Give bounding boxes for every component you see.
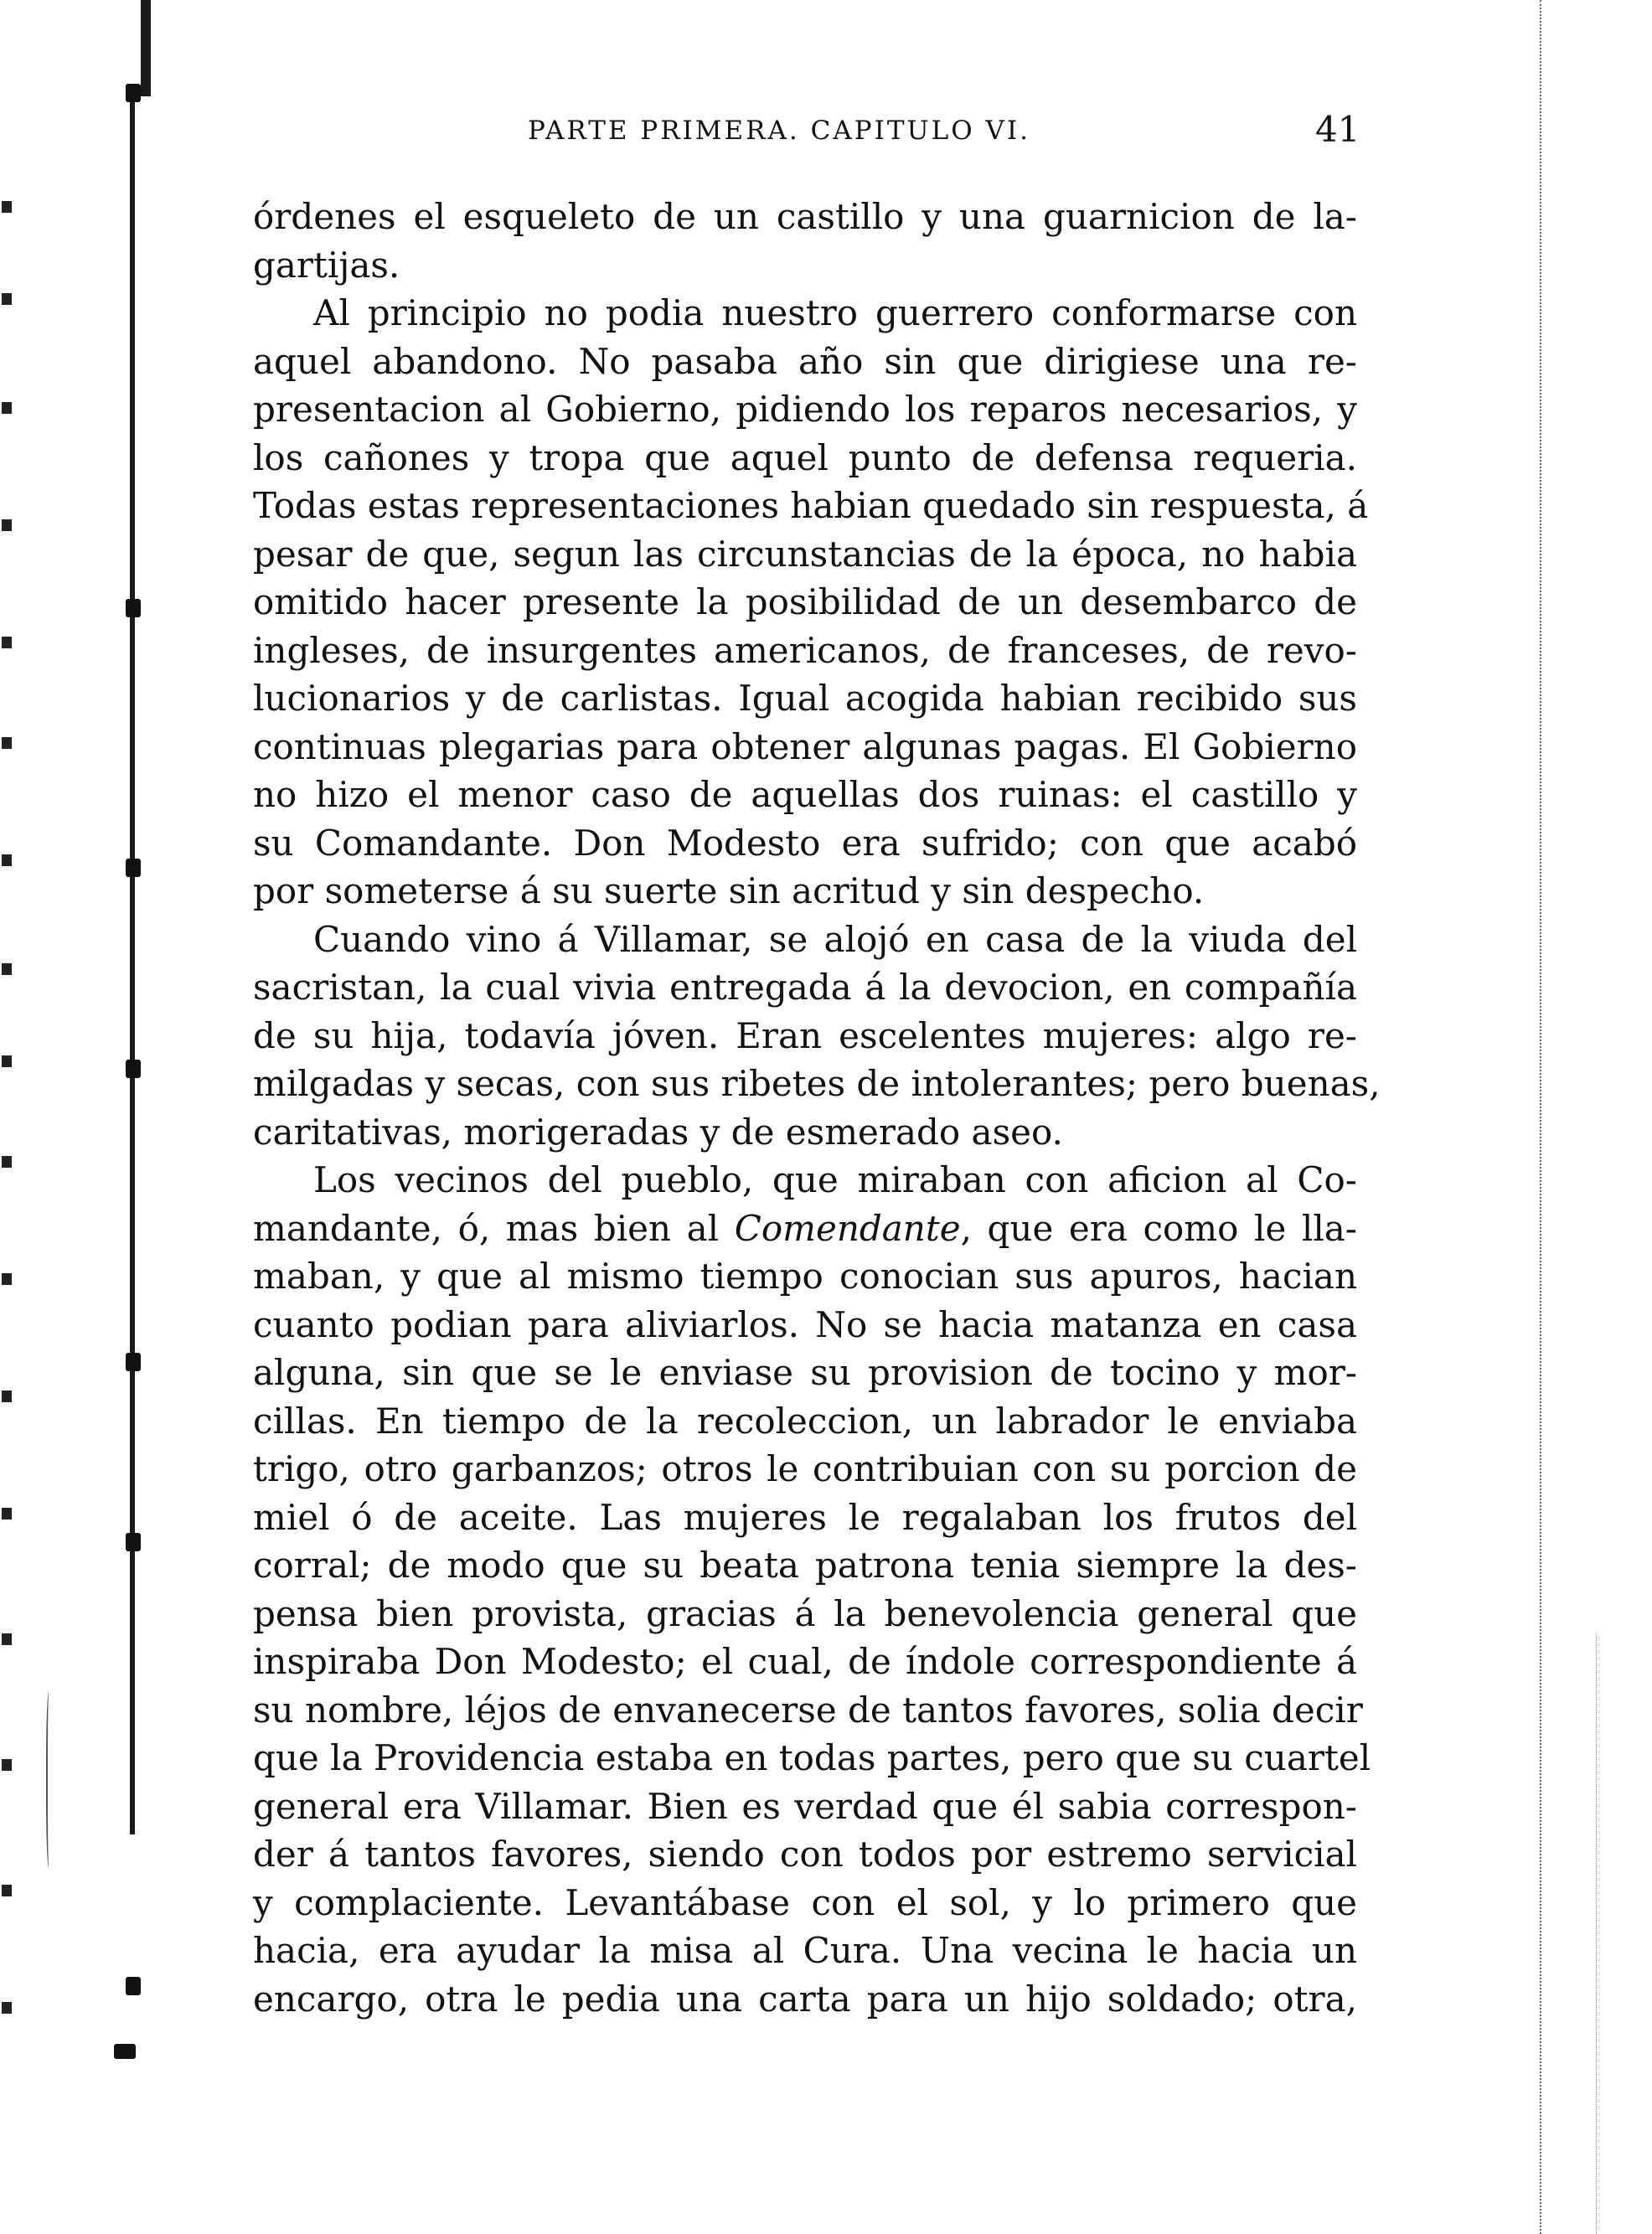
gutter-mark	[126, 859, 141, 877]
text-line: ingleses, de insurgentes americanos, de franceses, de revo-	[253, 629, 1357, 671]
gutter-edge-mark	[2, 1508, 12, 1519]
text-line: los cañones y tropa que aquel punto de defensa requeria.	[253, 436, 1357, 478]
text-line: miel ó de aceite. Las mujeres le regalaban los frutos del	[253, 1496, 1357, 1538]
text-line: cillas. En tiempo de la recoleccion, un labrador le enviaba	[253, 1400, 1357, 1442]
gutter-edge-mark	[2, 1156, 12, 1168]
gutter-mark	[126, 1353, 141, 1371]
gutter-mark	[126, 1060, 141, 1078]
gutter-edge-mark	[2, 402, 12, 414]
text-line: inspiraba Don Modesto; el cual, de índole correspondiente á	[253, 1641, 1357, 1682]
gutter-edge-mark	[2, 854, 12, 866]
gutter-binding-line	[130, 92, 135, 1834]
text-line: trigo, otro garbanzos; otros le contribuian con su porcion de	[253, 1448, 1357, 1489]
text-line: general era Villamar. Bien es verdad que él sabia correspon-	[253, 1785, 1357, 1827]
text-line: presentacion al Gobierno, pidiendo los reparos necesarios, y	[253, 389, 1357, 430]
gutter-edge-mark	[2, 963, 12, 975]
italic-term: Comendante	[734, 1207, 961, 1249]
text-line	[253, 1205, 1357, 1253]
gutter-mark	[126, 599, 141, 617]
text-line: de su hija, todavía jóven. Eran escelentes mujeres: algo re-	[253, 1014, 1357, 1056]
text-line: pesar de que, segun las circunstancias de la época, no habia	[253, 533, 1357, 575]
text-line: aquel abandono. No pasaba año sin que dirigiese una re-	[253, 340, 1357, 382]
body-text	[253, 193, 1381, 2023]
text-line: continuas plegarias para obtener algunas pagas. El Gobierno	[253, 725, 1357, 767]
text-line: milgadas y secas, con sus ribetes de intolerantes; pero buenas,	[253, 1063, 1381, 1104]
text-line: gartijas.	[253, 244, 400, 286]
text-line: hacia, era ayudar la misa al Cura. Una vecina le hacia un	[253, 1930, 1357, 1971]
text-line: corral; de modo que su beata patrona tenia siempre la des-	[253, 1545, 1357, 1586]
text-line: cuanto podian para aliviarlos. No se hacia matanza en casa	[253, 1303, 1357, 1345]
gutter-edge-mark	[2, 1273, 12, 1285]
gutter-mark	[126, 1533, 141, 1551]
text-line: lucionarios y de carlistas. Igual acogida habian recibido sus	[253, 678, 1357, 719]
text-line: caritativas, morigeradas y de esmerado aseo.	[253, 1111, 1063, 1153]
gutter-edge-mark	[2, 1885, 12, 1896]
running-head: PARTE PRIMERA. CAPITULO VI.	[528, 116, 1030, 146]
gutter-mark	[126, 1977, 141, 1995]
gutter-edge-mark	[2, 1390, 12, 1402]
text-line: encargo, otra le pedia una carta para un hijo soldado; otra,	[253, 1978, 1357, 2020]
text-line: sacristan, la cual vivia entregada á la devocion, en compañía	[253, 967, 1357, 1008]
text-line: Cuando vino á Villamar, se alojó en casa de la viuda del	[313, 918, 1357, 960]
gutter-edge-mark	[2, 201, 12, 213]
text-segment: mandante, ó, mas bien al	[253, 1207, 720, 1249]
text-line: y complaciente. Levantábase con el sol, y lo primero que	[253, 1881, 1357, 1923]
text-line: Los vecinos del pueblo, que miraban con aficion al Co-	[313, 1159, 1357, 1200]
left-gutter-scan-artifact	[0, 0, 147, 2234]
text-line: Todas estas representaciones habian quedado sin respuesta, á	[253, 485, 1369, 526]
gutter-mark	[114, 2044, 136, 2059]
gutter-edge-mark	[2, 519, 12, 531]
gutter-edge-mark	[2, 737, 12, 749]
right-page-edge	[1540, 0, 1545, 2234]
page-number: 41	[1315, 109, 1360, 150]
text-line: su Comandante. Don Modesto era sufrido; con que acabó	[253, 822, 1357, 864]
gutter-edge-mark	[2, 1055, 12, 1067]
text-line: su nombre, léjos de envanecerse de tantos favores, solia decir	[253, 1689, 1363, 1731]
text-line: der á tantos favores, siendo con todos por estremo servicial	[253, 1834, 1357, 1875]
text-line: órdenes el esqueleto de un castillo y una guarnicion de la-	[253, 196, 1357, 237]
gutter-top-mark	[141, 0, 151, 96]
text-line: no hizo el menor caso de aquellas dos ruinas: el castillo y	[253, 774, 1357, 815]
text-line: pensa bien provista, gracias á la benevolencia general que	[253, 1592, 1357, 1634]
text-line: omitido hacer presente la posibilidad de un desembarco de	[253, 581, 1357, 622]
right-page-edge-inner	[1596, 1633, 1599, 2234]
text-line: maban, y que al mismo tiempo conocian sus apuros, hacian	[253, 1256, 1357, 1297]
gutter-curve-line	[46, 1692, 53, 1868]
text-line: Al principio no podia nuestro guerrero conformarse con	[313, 292, 1357, 333]
gutter-edge-mark	[2, 637, 12, 648]
text-line: por someterse á su suerte sin acritud y sin despecho.	[253, 870, 1205, 911]
gutter-edge-mark	[2, 293, 12, 305]
gutter-edge-mark	[2, 1633, 12, 1645]
text-segment: , que era como le lla-	[960, 1207, 1357, 1249]
text-line: alguna, sin que se le enviase su provision de tocino y mor-	[253, 1352, 1357, 1393]
gutter-edge-mark	[2, 1759, 12, 1771]
text-line: que la Providencia estaba en todas partes, pero que su cuartel	[253, 1737, 1371, 1778]
gutter-edge-mark	[2, 2002, 12, 2014]
gutter-mark	[126, 84, 141, 102]
